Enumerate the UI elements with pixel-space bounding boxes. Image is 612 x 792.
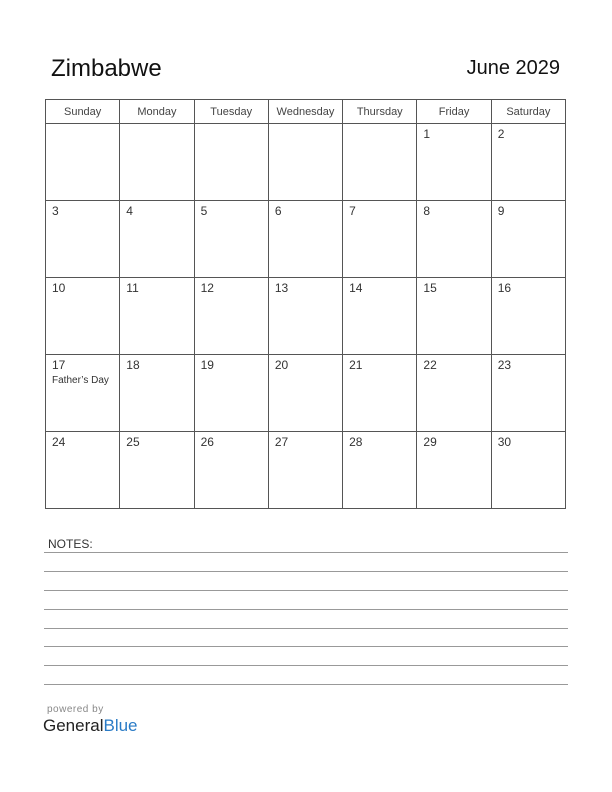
day-cell — [343, 355, 417, 432]
day-cell — [343, 124, 417, 201]
day-cell — [120, 432, 194, 509]
day-cell — [417, 278, 491, 355]
day-cell — [417, 355, 491, 432]
day-cell — [343, 278, 417, 355]
day-number: 7 — [349, 204, 356, 218]
powered-by-text: powered by — [47, 704, 104, 715]
note-line — [44, 590, 568, 591]
day-number: 18 — [126, 358, 140, 372]
weekday-tuesday: Tuesday — [194, 100, 268, 124]
week-row — [46, 278, 566, 355]
day-number: 22 — [423, 358, 437, 372]
weekday-monday: Monday — [120, 100, 194, 124]
day-cell — [120, 201, 194, 278]
day-number: 23 — [497, 358, 512, 372]
generalblue-logo — [43, 716, 138, 736]
day-cell — [417, 201, 491, 278]
day-number: 8 — [423, 204, 431, 218]
day-cell — [491, 124, 565, 201]
day-cell — [417, 432, 491, 509]
week-row — [46, 201, 566, 278]
weekday-friday: Friday — [417, 100, 491, 124]
day-number: 28 — [349, 435, 363, 449]
note-line — [44, 665, 568, 666]
day-number: 21 — [349, 358, 363, 372]
weekday-wednesday: Wednesday — [268, 100, 342, 124]
weekday-sunday: Sunday — [46, 100, 120, 124]
day-cell — [491, 278, 565, 355]
brand-blue: Blue — [103, 716, 138, 735]
day-cell — [120, 124, 194, 201]
day-number: 6 — [274, 204, 282, 218]
day-number: 24 — [52, 435, 66, 449]
day-cell — [491, 201, 565, 278]
day-number: 25 — [126, 435, 140, 449]
day-cell — [46, 432, 120, 509]
day-cell — [194, 201, 268, 278]
day-number: 19 — [200, 358, 214, 372]
week-row — [46, 124, 566, 201]
day-cell — [194, 124, 268, 201]
day-cell — [194, 355, 268, 432]
day-cell — [46, 355, 120, 432]
day-number: 12 — [200, 281, 214, 295]
day-number: 17 — [52, 358, 66, 372]
day-cell — [491, 355, 565, 432]
day-number: 27 — [274, 435, 289, 449]
note-line — [44, 684, 568, 685]
note-line — [44, 646, 568, 647]
day-number: 20 — [274, 358, 289, 372]
day-number: 16 — [497, 281, 512, 295]
day-cell — [46, 124, 120, 201]
weekday-thursday: Thursday — [343, 100, 417, 124]
day-number: 29 — [423, 435, 437, 449]
day-number — [269, 124, 342, 127]
day-number: 2 — [497, 127, 505, 141]
day-number — [195, 124, 268, 127]
calendar-grid — [45, 99, 566, 509]
day-number: 26 — [200, 435, 214, 449]
week-row — [46, 355, 566, 432]
day-cell — [268, 432, 342, 509]
day-number: 30 — [497, 435, 512, 449]
week-row — [46, 432, 566, 509]
day-number: 5 — [200, 204, 208, 218]
day-cell — [120, 355, 194, 432]
weekday-saturday: Saturday — [491, 100, 565, 124]
day-number — [46, 124, 119, 127]
day-cell — [46, 278, 120, 355]
day-number: 9 — [497, 204, 505, 218]
day-cell — [268, 278, 342, 355]
day-cell — [268, 201, 342, 278]
day-number — [343, 124, 416, 127]
day-number: 4 — [126, 204, 133, 218]
day-number: 15 — [423, 281, 437, 295]
day-cell — [268, 124, 342, 201]
country-title: Zimbabwe — [51, 55, 162, 82]
day-cell — [194, 432, 268, 509]
note-line — [44, 571, 568, 572]
day-cell — [268, 355, 342, 432]
note-line — [44, 628, 568, 629]
day-cell — [417, 124, 491, 201]
day-number: 3 — [52, 204, 59, 218]
day-cell — [46, 201, 120, 278]
day-number: 11 — [126, 281, 139, 295]
holiday-label: Father’s Day — [52, 375, 109, 386]
day-number: 13 — [274, 281, 289, 295]
day-number — [120, 124, 193, 127]
day-cell — [343, 432, 417, 509]
day-cell — [343, 201, 417, 278]
day-cell — [491, 432, 565, 509]
month-year-title: June 2029 — [466, 57, 560, 79]
weekday-header-row — [46, 100, 566, 124]
day-number: 14 — [349, 281, 363, 295]
notes-label: NOTES: — [48, 537, 93, 551]
day-cell — [194, 278, 268, 355]
note-line — [44, 609, 568, 610]
brand-general: General — [43, 716, 104, 735]
note-line — [44, 552, 568, 553]
day-cell — [120, 278, 194, 355]
day-number: 1 — [423, 127, 431, 141]
day-number: 10 — [52, 281, 66, 295]
